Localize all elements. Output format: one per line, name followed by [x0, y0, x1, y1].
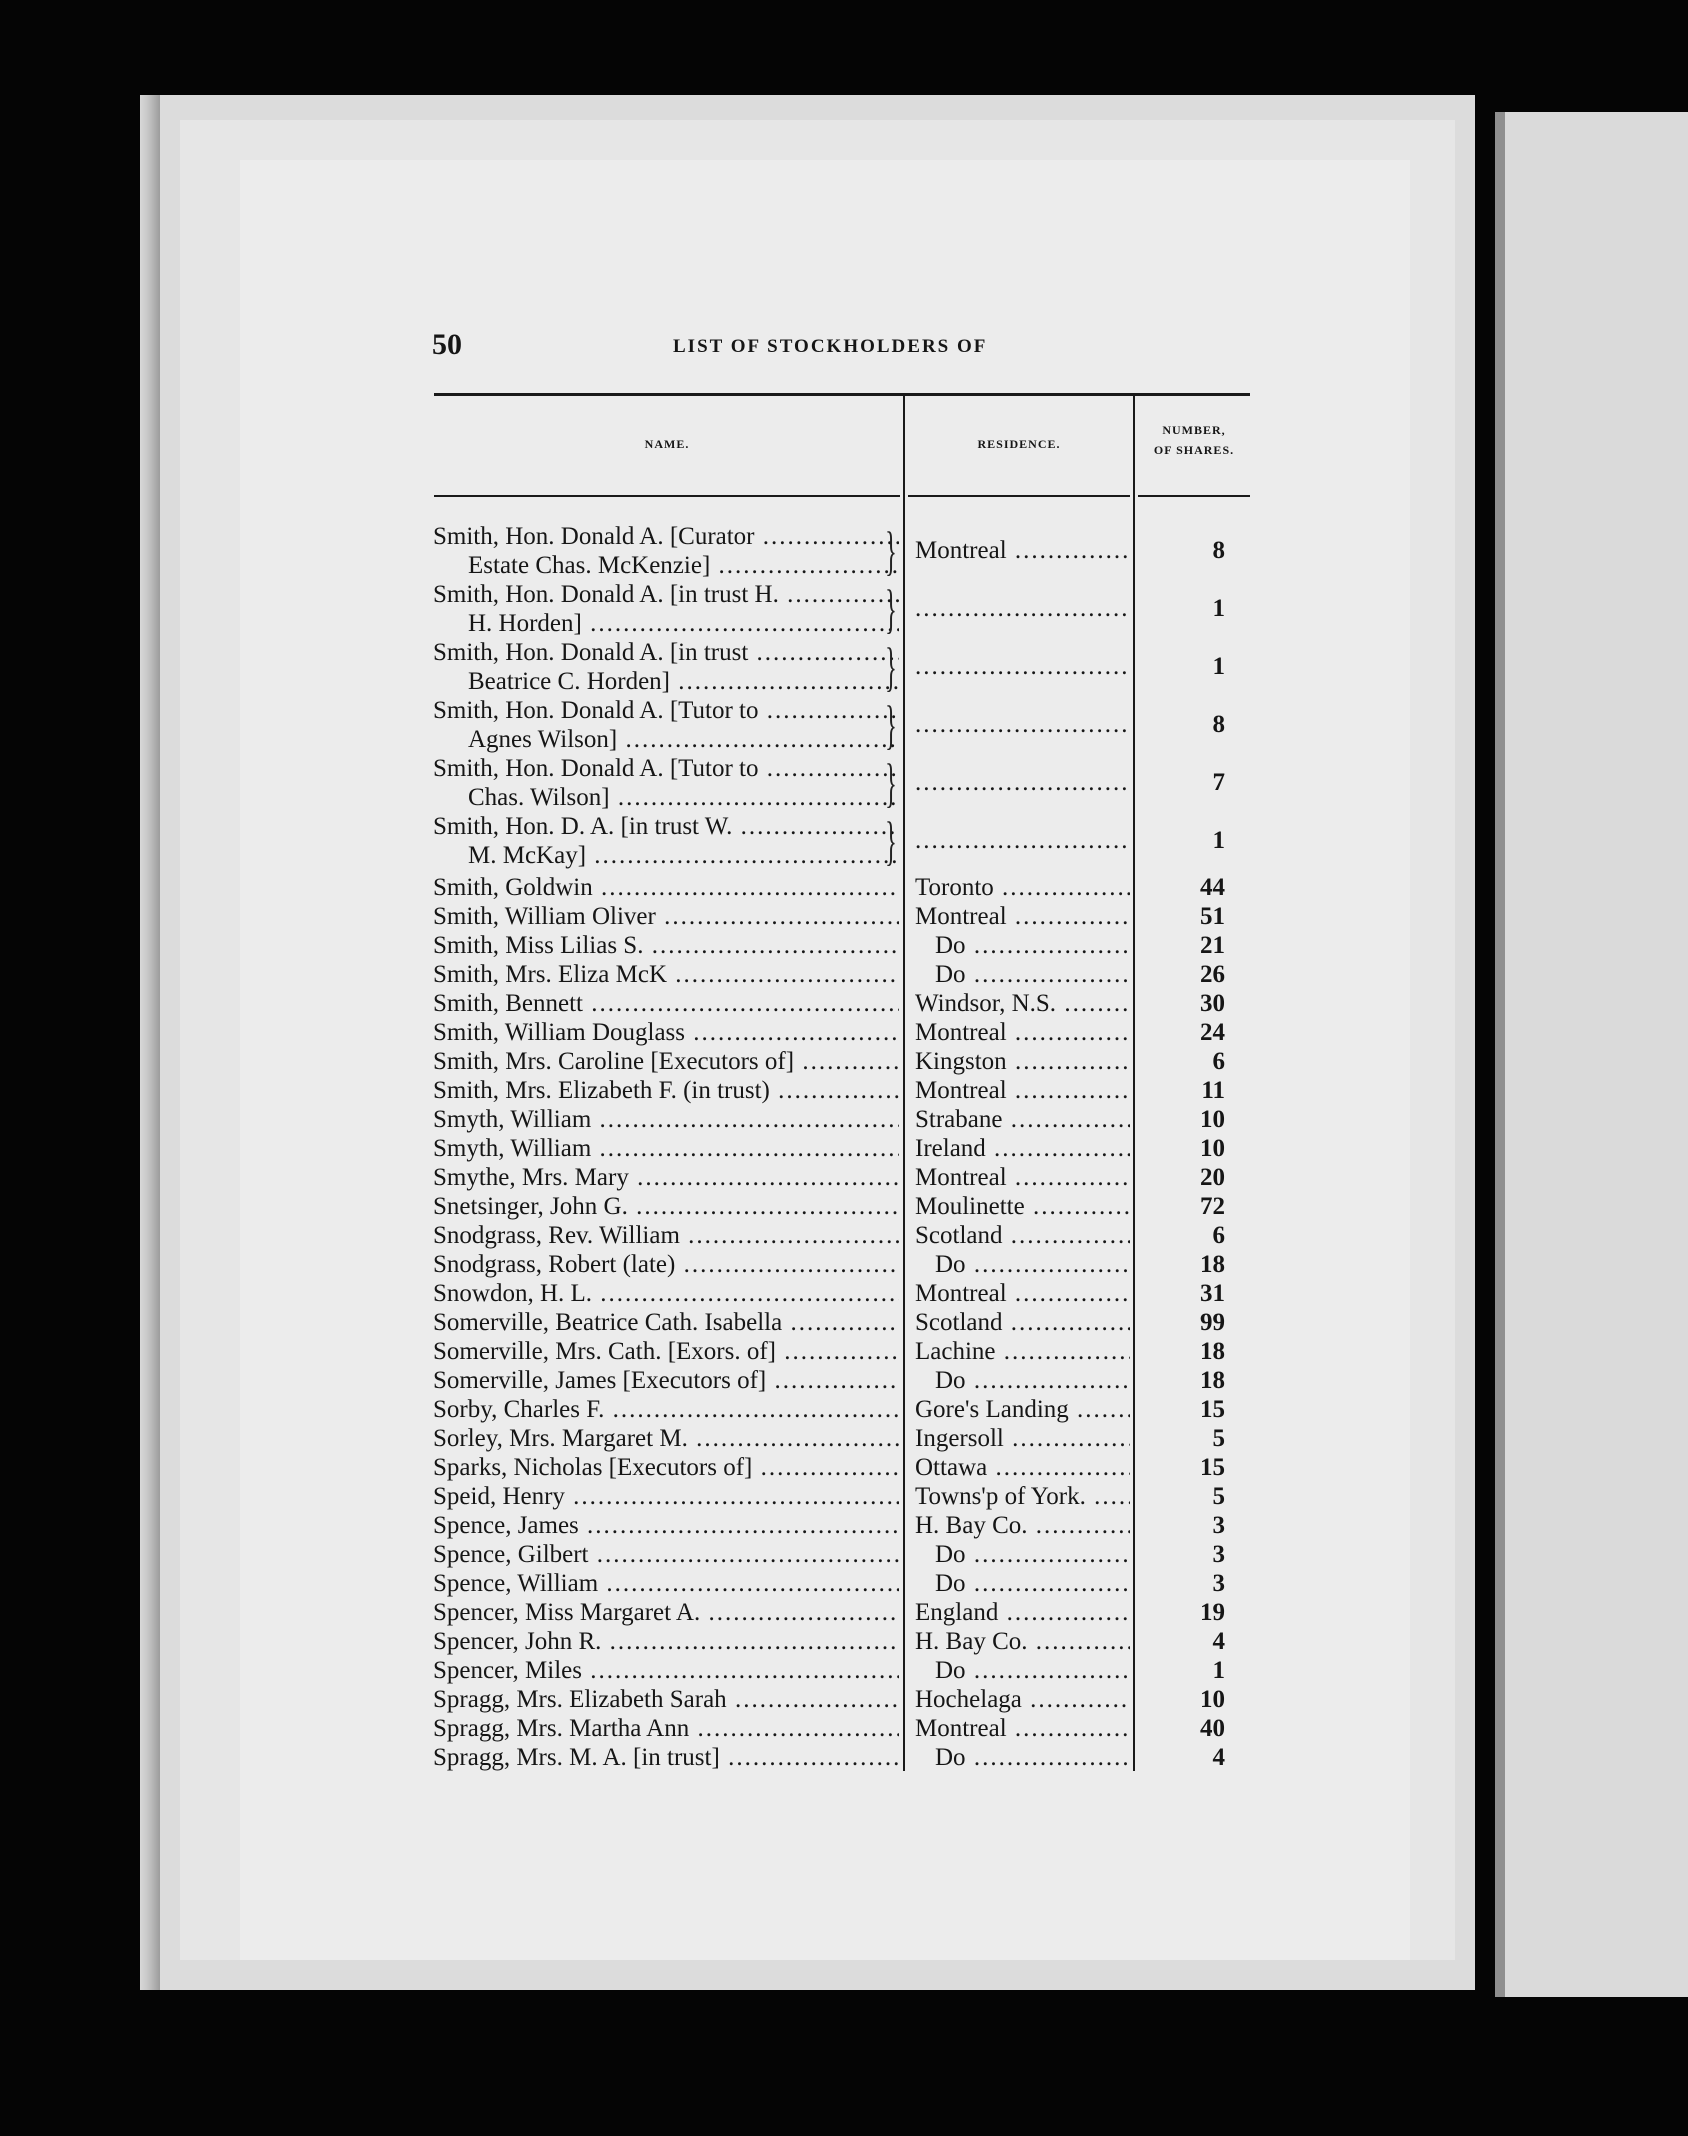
stockholder-name-line: Smith, Hon. Donald A. [in trust .....	[433, 638, 899, 667]
stockholder-name	[433, 1569, 899, 1598]
column-divider-name	[903, 396, 905, 1771]
column-divider-residence	[1133, 396, 1135, 1771]
stockholder-name-line: Speid, Henry .....	[433, 1482, 899, 1511]
shares: 10	[1200, 1106, 1225, 1133]
shares: 72	[1200, 1193, 1225, 1220]
stockholder-name-line: Smith, Mrs. Elizabeth F. (in trust) .....	[433, 1076, 899, 1105]
stockholder-name	[433, 1163, 899, 1192]
stockholder-name-line: Smith, Miss Lilias S. .....	[433, 931, 899, 960]
table-top-rule	[434, 393, 1250, 396]
shares: 30	[1200, 990, 1225, 1017]
stockholder-name-line: Smith, Goldwin .....	[433, 873, 899, 902]
stockholder-name-line: Smith, Hon. Donald A. [Tutor to .....	[433, 754, 899, 783]
shares: 1	[1212, 827, 1225, 854]
residence: Hochelaga .....	[915, 1685, 1130, 1714]
stockholder-name-line: Beatrice C. Horden] .....	[433, 667, 899, 696]
residence: Do .....	[915, 1366, 1130, 1395]
stockholder-name	[433, 1511, 899, 1540]
stockholder-name	[433, 812, 899, 870]
stockholder-name	[433, 1453, 899, 1482]
residence: Do .....	[915, 1743, 1130, 1772]
brace-icon: }	[885, 579, 897, 639]
residence	[915, 594, 1130, 623]
stockholder-name-line: Smythe, Mrs. Mary .....	[433, 1163, 899, 1192]
shares: 19	[1200, 1599, 1225, 1626]
stockholder-name-line: Smith, Mrs. Caroline [Executors of] .....	[433, 1047, 899, 1076]
stockholder-name	[433, 1424, 899, 1453]
stockholder-name	[433, 1018, 899, 1047]
stockholder-name	[433, 1047, 899, 1076]
brace-icon: }	[885, 811, 897, 871]
residence: Montreal .....	[915, 1714, 1130, 1743]
stockholder-name	[433, 580, 899, 638]
stockholder-name-line: Spence, James .....	[433, 1511, 899, 1540]
stockholder-name	[433, 1685, 899, 1714]
column-header-name: NAME.	[644, 437, 690, 451]
shares: 10	[1200, 1686, 1225, 1713]
brace-icon: }	[885, 521, 897, 581]
stockholder-name-line: Snetsinger, John G. .....	[433, 1192, 899, 1221]
shares: 26	[1200, 961, 1225, 988]
shares: 6	[1212, 1222, 1225, 1249]
residence: Montreal .....	[915, 536, 1130, 565]
stockholder-name	[433, 1656, 899, 1685]
brace-icon: }	[885, 753, 897, 813]
residence	[915, 710, 1130, 739]
residence: Ottawa .....	[915, 1453, 1130, 1482]
stockholder-name-line: Smith, Hon. D. A. [in trust W. .....	[433, 812, 899, 841]
stockholder-name-line: Spencer, John R. .....	[433, 1627, 899, 1656]
residence: Strabane .....	[915, 1105, 1130, 1134]
shares: 18	[1200, 1338, 1225, 1365]
shares: 4	[1212, 1744, 1225, 1771]
stockholder-name-line: Smith, Hon. Donald A. [Curator .....	[433, 522, 899, 551]
stockholder-name-line: Agnes Wilson] .....	[433, 725, 899, 754]
page-edge	[140, 95, 160, 1990]
shares: 3	[1212, 1512, 1225, 1539]
residence: Do .....	[915, 931, 1130, 960]
residence: Montreal .....	[915, 1018, 1130, 1047]
brace-icon: }	[885, 695, 897, 755]
column-header-shares	[1138, 420, 1250, 460]
residence: Montreal .....	[915, 1076, 1130, 1105]
residence: Do .....	[915, 1540, 1130, 1569]
stockholder-name-line: Smith, William Douglass .....	[433, 1018, 899, 1047]
stockholder-name	[433, 1540, 899, 1569]
stockholder-name-line: Spence, Gilbert .....	[433, 1540, 899, 1569]
shares: 6	[1212, 1048, 1225, 1075]
stockholder-name-line: Spencer, Miss Margaret A. .....	[433, 1598, 899, 1627]
residence: H. Bay Co. .....	[915, 1511, 1130, 1540]
stockholder-name-line: Estate Chas. McKenzie] .....	[433, 551, 899, 580]
stockholder-name-line: Spragg, Mrs. Elizabeth Sarah .....	[433, 1685, 899, 1714]
residence: Ireland .....	[915, 1134, 1130, 1163]
residence: Windsor, N.S. .....	[915, 989, 1130, 1018]
shares: 31	[1200, 1280, 1225, 1307]
shares: 5	[1212, 1425, 1225, 1452]
stockholder-name-line: Somerville, Mrs. Cath. [Exors. of] .....	[433, 1337, 899, 1366]
stockholder-name	[433, 873, 899, 902]
shares: 8	[1212, 537, 1225, 564]
stockholder-name	[433, 522, 899, 580]
stockholder-name-line: Somerville, James [Executors of] .....	[433, 1366, 899, 1395]
shares: 20	[1200, 1164, 1225, 1191]
shares: 3	[1212, 1541, 1225, 1568]
stockholder-name-line: Smyth, William .....	[433, 1134, 899, 1163]
shares: 44	[1200, 874, 1225, 901]
shares: 15	[1200, 1454, 1225, 1481]
residence: Scotland .....	[915, 1308, 1130, 1337]
stockholder-name	[433, 1366, 899, 1395]
stockholder-name-line: Sorley, Mrs. Margaret M. .....	[433, 1424, 899, 1453]
shares: 3	[1212, 1570, 1225, 1597]
residence: Scotland .....	[915, 1221, 1130, 1250]
residence	[915, 768, 1130, 797]
residence: Do .....	[915, 1569, 1130, 1598]
shares: 4	[1212, 1628, 1225, 1655]
column-header-residence: RESIDENCE.	[977, 437, 1061, 451]
stockholder-name	[433, 1134, 899, 1163]
stockholder-name	[433, 1714, 899, 1743]
residence: Do .....	[915, 1250, 1130, 1279]
stockholder-name	[433, 931, 899, 960]
stockholder-name-line: Smith, Hon. Donald A. [in trust H. .....	[433, 580, 899, 609]
stockholder-name-line: M. McKay] .....	[433, 841, 899, 870]
stockholder-name	[433, 989, 899, 1018]
shares: 8	[1212, 711, 1225, 738]
stockholder-name-line: H. Horden] .....	[433, 609, 899, 638]
shares: 15	[1200, 1396, 1225, 1423]
residence: Towns'p of York. .....	[915, 1482, 1130, 1511]
residence: Toronto .....	[915, 873, 1130, 902]
header-rule-shares	[1138, 495, 1250, 497]
residence: Montreal .....	[915, 1163, 1130, 1192]
stockholder-name-line: Spencer, Miles .....	[433, 1656, 899, 1685]
stockholder-name	[433, 638, 899, 696]
stockholder-name	[433, 902, 899, 931]
stockholder-name-line: Smyth, William .....	[433, 1105, 899, 1134]
residence: Gore's Landing .....	[915, 1395, 1130, 1424]
stockholder-name	[433, 1598, 899, 1627]
shares: 18	[1200, 1251, 1225, 1278]
header-rule-name	[434, 495, 900, 497]
stockholder-name	[433, 1743, 899, 1772]
stockholder-name-line: Snowdon, H. L. .....	[433, 1279, 899, 1308]
shares: 51	[1200, 903, 1225, 930]
stockholder-name	[433, 696, 899, 754]
stockholder-name	[433, 1627, 899, 1656]
shares: 1	[1212, 595, 1225, 622]
stockholder-name	[433, 960, 899, 989]
residence: Moulinette .....	[915, 1192, 1130, 1221]
facing-page	[1505, 112, 1688, 1997]
shares: 5	[1212, 1483, 1225, 1510]
residence: Lachine .....	[915, 1337, 1130, 1366]
stockholder-name-line: Spragg, Mrs. Martha Ann .....	[433, 1714, 899, 1743]
residence: England .....	[915, 1598, 1130, 1627]
residence: Ingersoll .....	[915, 1424, 1130, 1453]
stockholder-name-line: Snodgrass, Rev. William .....	[433, 1221, 899, 1250]
stockholder-name-line: Smith, Hon. Donald A. [Tutor to .....	[433, 696, 899, 725]
stockholder-name-line: Spragg, Mrs. M. A. [in trust] .....	[433, 1743, 899, 1772]
stockholder-name	[433, 754, 899, 812]
residence: Do .....	[915, 960, 1130, 989]
stockholder-name-line: Smith, William Oliver .....	[433, 902, 899, 931]
residence	[915, 826, 1130, 855]
residence: Montreal .....	[915, 902, 1130, 931]
stockholder-name	[433, 1395, 899, 1424]
shares: 21	[1200, 932, 1225, 959]
shares: 11	[1201, 1077, 1225, 1104]
stockholder-name	[433, 1221, 899, 1250]
stockholder-name	[433, 1279, 899, 1308]
stockholder-name-line: Snodgrass, Robert (late) .....	[433, 1250, 899, 1279]
stockholder-name	[433, 1105, 899, 1134]
stockholder-name-line: Sparks, Nicholas [Executors of] .....	[433, 1453, 899, 1482]
residence: Montreal .....	[915, 1279, 1130, 1308]
running-title: LIST OF STOCKHOLDERS OF	[673, 336, 988, 357]
stockholder-name-line: Somerville, Beatrice Cath. Isabella .....	[433, 1308, 899, 1337]
page-number: 50	[432, 328, 462, 361]
stockholder-name	[433, 1308, 899, 1337]
brace-icon: }	[885, 637, 897, 697]
column-header-shares-line2: OF SHARES.	[1153, 443, 1235, 457]
stockholder-name	[433, 1337, 899, 1366]
column-header-shares-line1: NUMBER,	[1162, 423, 1226, 437]
stockholder-name-line: Chas. Wilson] .....	[433, 783, 899, 812]
stockholder-name-line: Sorby, Charles F. .....	[433, 1395, 899, 1424]
residence	[915, 652, 1130, 681]
shares: 7	[1212, 769, 1225, 796]
residence: H. Bay Co. .....	[915, 1627, 1130, 1656]
shares: 1	[1212, 653, 1225, 680]
shares: 99	[1200, 1309, 1225, 1336]
shares: 10	[1200, 1135, 1225, 1162]
residence: Kingston .....	[915, 1047, 1130, 1076]
stockholder-name-line: Spence, William .....	[433, 1569, 899, 1598]
shares: 18	[1200, 1367, 1225, 1394]
stockholder-name	[433, 1076, 899, 1105]
header-rule-residence	[908, 495, 1130, 497]
stockholder-name-line: Smith, Bennett .....	[433, 989, 899, 1018]
stockholder-name	[433, 1192, 899, 1221]
shares: 24	[1200, 1019, 1225, 1046]
shares: 40	[1200, 1715, 1225, 1742]
stockholder-name	[433, 1482, 899, 1511]
residence: Do .....	[915, 1656, 1130, 1685]
shares: 1	[1212, 1657, 1225, 1684]
stockholder-name	[433, 1250, 899, 1279]
stockholder-name-line: Smith, Mrs. Eliza McK .....	[433, 960, 899, 989]
